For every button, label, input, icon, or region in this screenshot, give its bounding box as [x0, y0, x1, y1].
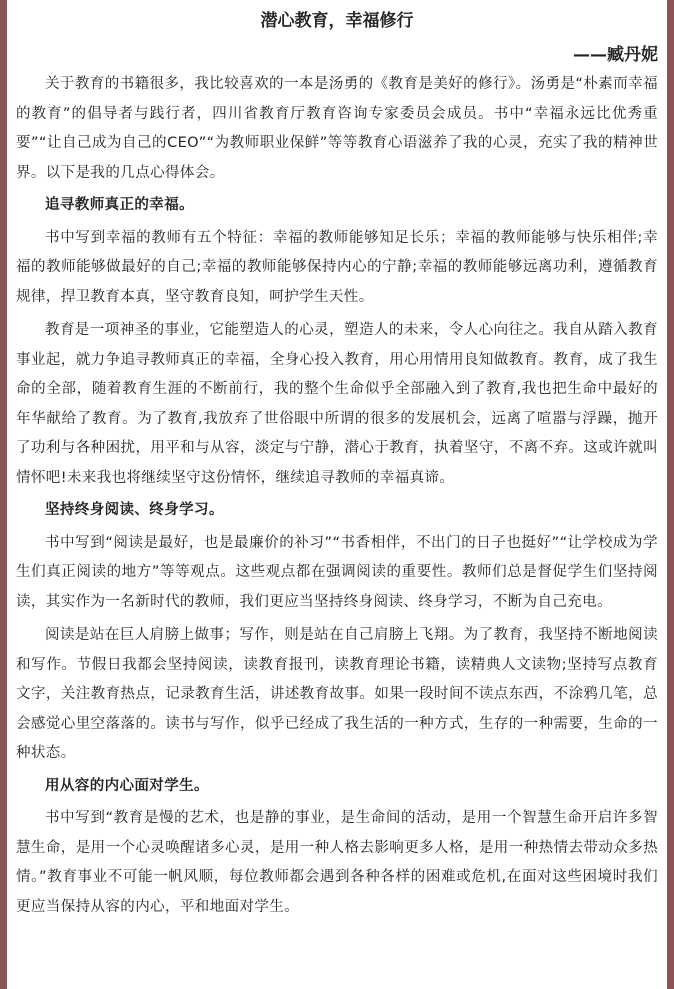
right-border	[667, 0, 674, 989]
left-border	[0, 0, 7, 989]
section-paragraph: 书中写到“教育是慢的艺术，也是静的事业，是生命间的活动，是用一个智慧生命开启许多智慧生命，是用一个心灵唤醒诸多心灵，是用一种人格去影响更多人格，是用一种热情去带动众多热情。”教育事业不可能一帆风顺，每位教师都会遇到各种各样的困难或危机,在面对这些困境时我们更应当保持从容的内心，平和地面对学生。	[16, 810, 658, 915]
section-paragraph: 书中写到“阅读是最好，也是最廉价的补习”“书香相伴，不出门的日子也挺好”“让学校成为学生们真正阅读的地方”等等观点。这些观点都在强调阅读的重要性。教师们总是督促学生们坚持阅读，其实作为一名新时代的教师，我们更应当坚持终身阅读、终身学习，不断为自己充电。	[16, 534, 658, 610]
section-paragraph: 教育是一项神圣的事业，它能塑造人的心灵，塑造人的未来，令人心向往之。我自从踏入教育事业起，就力争追寻教师真正的幸福，全身心投入教育，用心用情用良知做教育。教育，成了我生命的全部，随着教育生涯的不断前行，我的整个生命似乎全部融入到了教育,我也把生命中最好的年华献给了教育。为了教育,我放弃了世俗眼中所谓的很多的发展机会，远离了喧嚣与浮躁，抛开了功利与各种困扰，用平和与从容，淡定与宁静，潜心于教育，执着坚守，不离不弃。这或许就叫情怀吧!未来我也将继续坚守这份情怀，继续追寻教师的幸福真谛。	[16, 322, 658, 486]
article-author: ——臧丹妮	[573, 45, 658, 65]
section-heading: 坚持终身阅读、终身学习。	[45, 502, 224, 518]
article	[16, 0, 658, 989]
section-heading: 追寻教师真正的幸福。	[45, 197, 194, 213]
section-paragraph: 阅读是站在巨人肩膀上做事；写作，则是站在自己肩膀上飞翔。为了教育，我坚持不断地阅读和写作。节假日我都会坚持阅读，读教育报刊，读教育理论书籍，读精典人文读物;坚持写点教育文字，关注教育热点，记录教育生活，讲述教育故事。如果一段时间不读点东西，不涂鸦几笔，总会感觉心里空落落的。读书与写作，似乎已经成了我生活的一种方式，生存的一种需要，生命的一种状态。	[16, 627, 658, 761]
section-paragraph: 书中写到幸福的教师有五个特征：幸福的教师能够知足长乐；幸福的教师能够与快乐相伴;幸福的教师能够做最好的自己;幸福的教师能够保持内心的宁静;幸福的教师能够远离功利，遵循教育规律，捍卫教育本真，坚守教育良知，呵护学生天性。	[16, 229, 658, 305]
section-heading: 用从容的内心面对学生。	[45, 777, 209, 794]
article-title: 潜心教育，幸福修行	[260, 11, 414, 31]
intro-paragraph: 关于教育的书籍很多，我比较喜欢的一本是汤勇的《教育是美好的修行》。汤勇是“朴素而幸福的教育”的倡导者与践行者，四川省教育厅教育咨询专家委员会成员。书中“幸福永远比优秀重要”“让自己成为自己的CEO”“为教师职业保鲜”等等教育心语滋养了我的心灵，充实了我的精神世界。以下是我的几点心得体会。	[16, 76, 658, 181]
